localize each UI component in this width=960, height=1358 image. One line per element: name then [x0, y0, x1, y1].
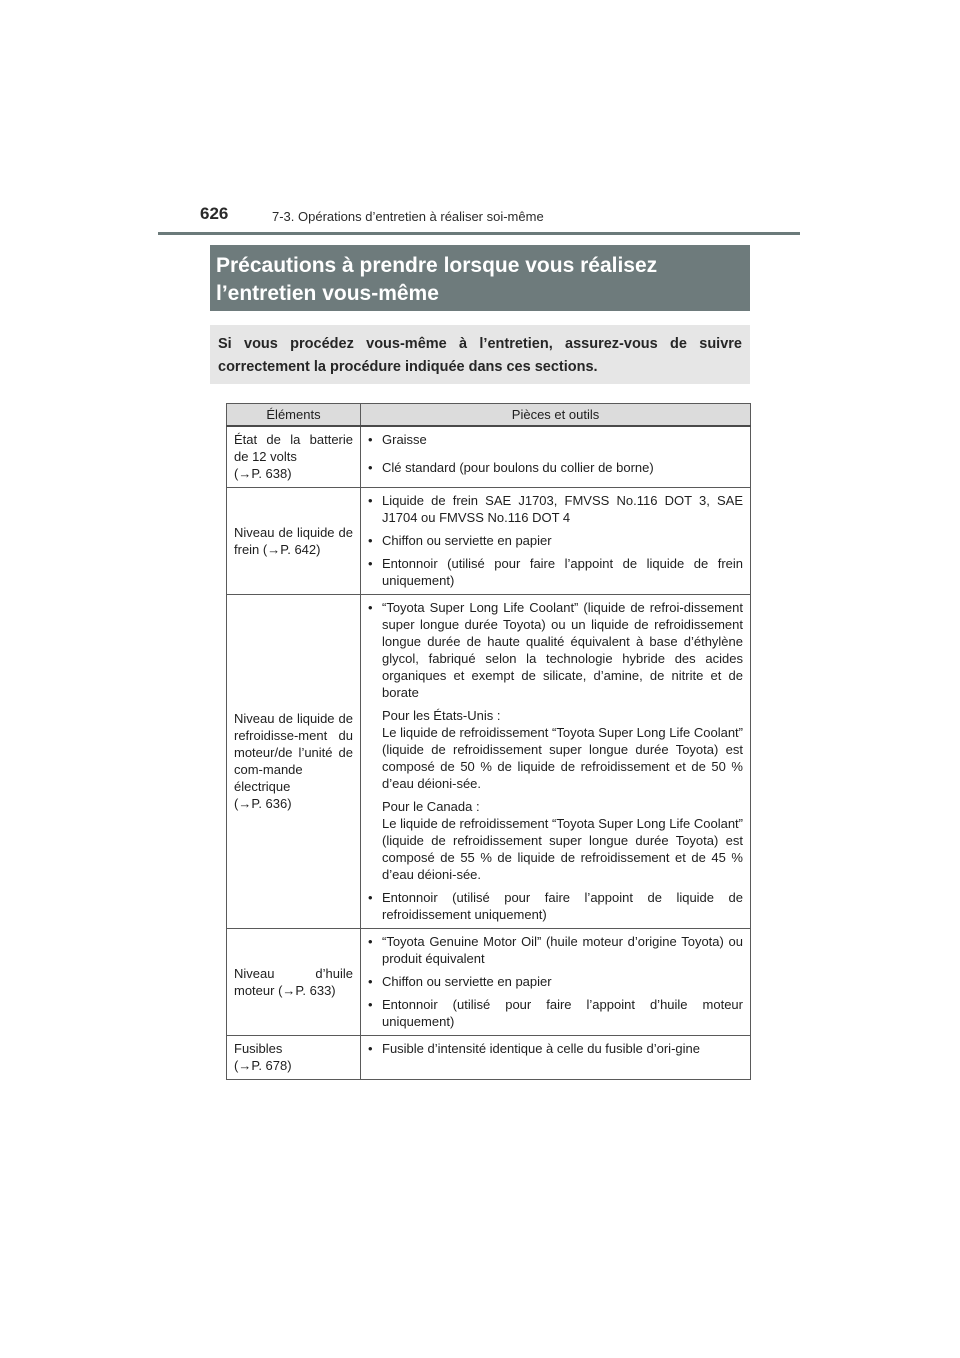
element-label: Niveau d’huile moteur (→P. 633) — [234, 965, 353, 998]
tools-cell — [361, 1036, 751, 1080]
list-item: • Clé standard (pour boulons du collier de borne) — [368, 459, 743, 476]
list-item: • Chiffon ou serviette en papier — [368, 532, 743, 549]
list-item-note-canada: Pour le Canada : Le liquide de refroidissement “Toyota Super Long Life Coolant” (liquide de refroidissement super longue durée Toyota) est composé de 55 % de liquide de refroidissement et de 45 % d’eau déioni-sée. — [382, 799, 743, 882]
element-cell — [227, 1036, 361, 1080]
list-item: • Entonnoir (utilisé pour faire l’appoint de liquide de frein uniquement) — [368, 555, 743, 589]
list-item: • Entonnoir (utilisé pour faire l’appoint de liquide de refroidissement uniquement) — [368, 889, 743, 923]
table-row — [227, 1036, 751, 1080]
list-item: • Chiffon ou serviette en papier — [368, 973, 743, 990]
list-item: • Liquide de frein SAE J1703, FMVSS No.116 DOT 3, SAE J1704 ou FMVSS No.116 DOT 4 — [368, 492, 743, 526]
table-row — [227, 426, 751, 488]
column-header-elements: Éléments — [227, 404, 361, 427]
element-cell — [227, 426, 361, 488]
page-number: 626 — [200, 204, 229, 223]
page-title: Précautions à prendre lorsque vous réalisez l’entretien vous-même — [210, 245, 750, 311]
list-item-note-usa: Pour les États-Unis : Le liquide de refroidissement “Toyota Super Long Life Coolant” (liquide de refroidissement super longue durée Toyota) est composé de 50 % de liquide de refroidissement et de 50 % d’eau déioni-sée. — [382, 708, 743, 791]
tools-cell — [361, 595, 751, 929]
section-title: 7-3. Opérations d’entretien à réaliser soi-même — [272, 209, 544, 224]
tools-cell — [361, 488, 751, 595]
table-row — [227, 488, 751, 595]
list-item: • “Toyota Super Long Life Coolant” (liquide de refroi-dissement super longue durée Toyota) ou un liquide de refroidissement longue durée de haute qualité équivalent à base d’éthylène glycol, fabriqué selon la technologie hybride des acides organiques et exempt de silicate, d’amine, de nitrite et de borate — [368, 599, 743, 701]
list-item: • Graisse — [368, 431, 743, 448]
intro-text: Si vous procédez vous-même à l’entretien, assurez-vous de suivre correctement la procédure indiquée dans ces sections. — [210, 325, 750, 384]
element-cell — [227, 595, 361, 929]
tools-cell — [361, 426, 751, 488]
element-label: Niveau de liquide de refroidisse-ment du moteur/de l’unité de com-mande électrique (→P. 636) — [234, 711, 353, 811]
table-row — [227, 929, 751, 1036]
column-header-parts-tools: Pièces et outils — [361, 404, 751, 427]
element-label: Fusibles (→P. 678) — [234, 1041, 292, 1073]
element-label: État de la batterie de 12 volts (→P. 638) — [234, 432, 353, 481]
element-cell — [227, 929, 361, 1036]
list-item: • Fusible d’intensité identique à celle du fusible d’ori-gine — [368, 1040, 743, 1057]
tools-cell — [361, 929, 751, 1036]
element-cell — [227, 488, 361, 595]
list-item: • “Toyota Genuine Motor Oil” (huile moteur d’origine Toyota) ou produit équivalent — [368, 933, 743, 967]
element-label: Niveau de liquide de frein (→P. 642) — [234, 524, 353, 557]
header-divider — [158, 232, 800, 235]
list-item: • Entonnoir (utilisé pour faire l’appoint d’huile moteur uniquement) — [368, 996, 743, 1030]
table-header-row — [227, 404, 751, 427]
table-row — [227, 595, 751, 929]
maintenance-table — [226, 403, 751, 1080]
